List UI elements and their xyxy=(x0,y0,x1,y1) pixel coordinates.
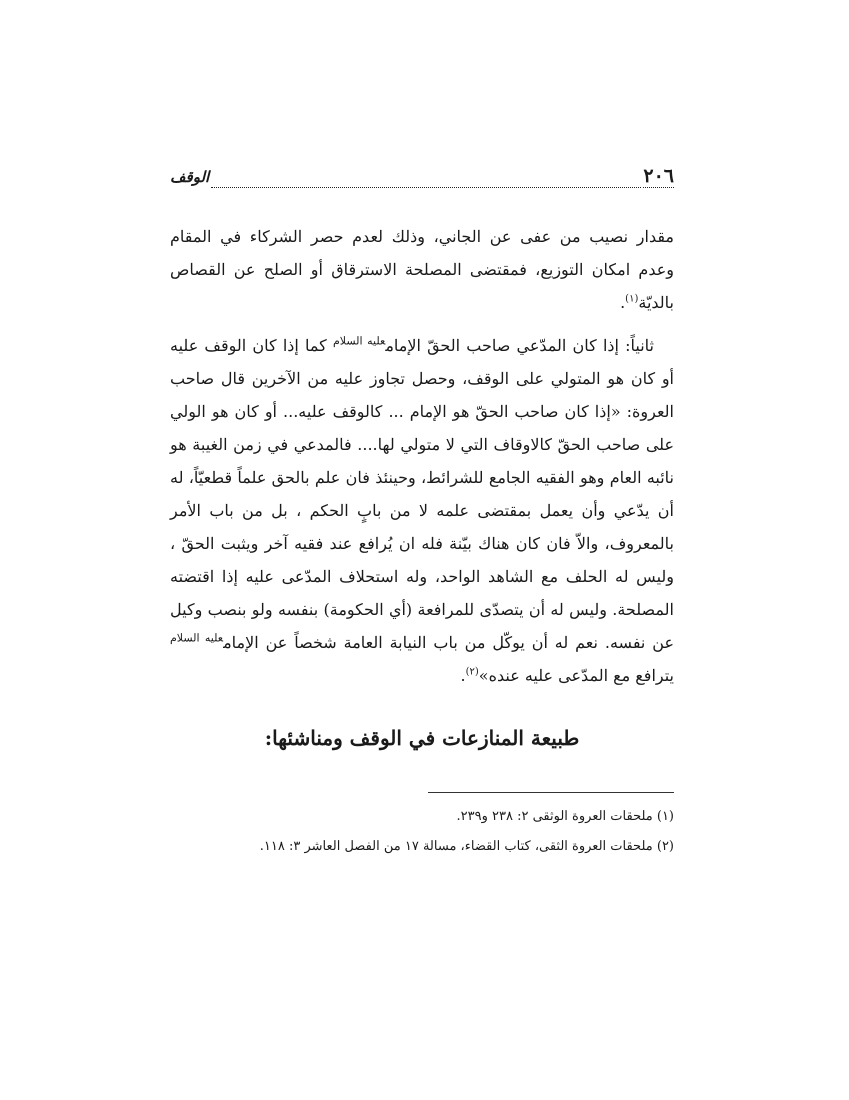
footnotes xyxy=(170,802,674,862)
body-text xyxy=(170,220,674,692)
section-heading: طبيعة المنازعات في الوقف ومناشئها: xyxy=(264,726,580,750)
paragraph-1-tail: . xyxy=(620,293,626,312)
footnote-marker-2: (٢) xyxy=(465,666,479,678)
paragraph-1 xyxy=(170,220,674,319)
honorific-glyph-2: عليه السلام xyxy=(170,631,224,645)
running-header xyxy=(170,152,674,188)
paragraph-2 xyxy=(170,329,674,692)
paragraph-2-text-a: ثانياً: إذا كان المدّعي صاحب الحقّ الإمام xyxy=(385,336,655,355)
running-title: الوقف xyxy=(170,168,210,186)
honorific-glyph: عليه السلام xyxy=(332,334,386,348)
footnote-marker-1: (١) xyxy=(625,293,639,305)
paragraph-2-text-c: يترافع مع المدّعى عليه عنده» xyxy=(478,666,674,685)
footnote-2: (٢) ملحقات العروة الثقى، كتاب القضاء، مسالة ١٧ من الفصل العاشر ٣: ١١٨. xyxy=(259,839,674,854)
page-number: ٢٠٦ xyxy=(643,165,674,187)
paragraph-2-tail: . xyxy=(460,666,466,685)
header-dot-leader xyxy=(211,165,641,188)
paragraph-1-text: مقدار نصيب من عفى عن الجاني، وذلك لعدم حصر الشركاء في المقام وعدم امكان التوزيع، فمقتضى المصلحة الاسترقاق أو الصلح عن القصاص بالديّة xyxy=(170,227,674,312)
footnote-1: (١) ملحقات العروة الوثقى ٢: ٢٣٨ و٢٣٩. xyxy=(456,809,674,824)
footnote-separator xyxy=(428,792,674,793)
paragraph-2-text-b: كما إذا كان الوقف عليه أو كان هو المتولي على الوقف، وحصل تجاوز عليه من الآخرين قال صاحب العروة: «إذا كان صاحب الحقّ هو الإمام ... كالوقف عليه... أو كان هو الولي على صاحب الحقّ كالاوقاف التي لا متولي لها.... فالمدعي في زمن الغيبة هو نائبه العام وهو الفقيه الجامع للشرائط، وحينئذ فان علم بالحق علماً قطعيّاً، له أن يدّعي وأن يعمل بمقتضى علمه لا من بابٍ الحكم ، بل من باب الأمر بالمعروف، والاّ فان كان هناك بيّنة فله ان يُرافع عند فقيه آخر ويثبت الحقّ ، وليس له الحلف مع الشاهد الواحد، وله استحلاف المدّعى عليه إذا اقتضته المصلحة. وليس له أن يتصدّى للمرافعة (أي الحكومة) بنفسه ولو بنصب وكيل عن نفسه. نعم له أن يوكّل من باب النيابة العامة شخصاً عن الإمام xyxy=(170,336,675,652)
